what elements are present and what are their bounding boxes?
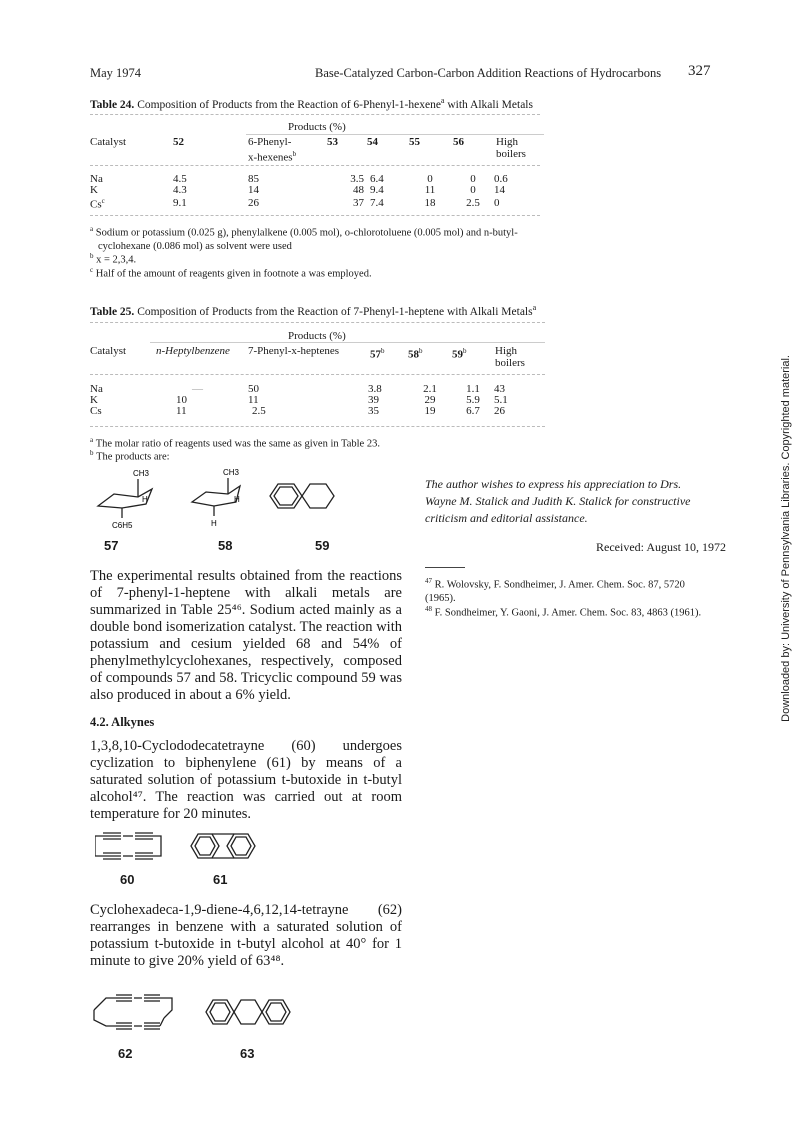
table24-header-rule: [90, 165, 540, 166]
table25-col-high: High boilers: [495, 345, 525, 369]
table25-col-heptylbenzene: n-Heptylbenzene: [156, 345, 230, 357]
received-date: Received: August 10, 1972: [596, 540, 726, 554]
table24-group-rule: [246, 134, 544, 135]
compound-label-63: 63: [240, 1046, 255, 1061]
compound-label-58: 58: [218, 538, 233, 553]
table24-col-52: 52: [173, 136, 184, 148]
table24-top-rule: [90, 114, 540, 115]
table24-col-53: 53: [327, 136, 338, 148]
table-row: Na 4.5 85 3.5 6.4 0 0 0.6: [90, 173, 508, 185]
table-row: K 4.3 14 48 9.4 11 0 14: [90, 184, 505, 196]
table25-bottom-rule: [90, 426, 545, 427]
table-row: K 10 11 39 29 5.9 5.1: [90, 394, 508, 406]
table25-col-57: 57$^b$: [370, 347, 385, 361]
table-row: Cs 11 2.5 35 19 6.7 26: [90, 405, 505, 417]
compound-label-60: 60: [120, 872, 135, 887]
paragraph-table25-discussion: The experimental results obtained from the reactions of 7-phenyl-1-heptene with alkali metals are summarized in Table 25⁴⁶. Sodium acted mainly as a double bond isomerization catalyst. The reaction with potassium and cesium yielded 68 and 54% of phenylmethylcyclohexanes, respectively, composed of compounds 57 and 58. Tricyclic compound 59 was also produced in about a 6% yield.: [90, 568, 402, 703]
table25-top-rule: [90, 322, 545, 323]
compound-label-57: 57: [104, 538, 119, 553]
table25-caption: Table 25. Composition of Products from the Reaction of 7-Phenyl-1-heptene with Alkali Metals$^a$: [90, 303, 537, 318]
reference-47: $^{47}$ R. Wolovsky, F. Sondheimer, J. Amer. Chem. Soc. 87, 5720 (1965).: [425, 577, 685, 604]
page-number: 327: [688, 63, 711, 79]
acknowledgement: The author wishes to express his appreciation to Drs. Wayne M. Stalick and Judith K. Stalick for constructive criticism and editorial assistance.: [425, 477, 691, 525]
running-header-date: May 1974: [90, 66, 142, 80]
table25-col-catalyst: Catalyst: [90, 345, 127, 357]
table25-body: [90, 384, 520, 417]
compound-label-61: 61: [213, 872, 228, 887]
table25-group-rule: [150, 342, 545, 343]
table25-header-rule: [90, 374, 545, 375]
table24-bottom-rule: [90, 215, 540, 216]
ch3-label-57: CH3: [133, 469, 150, 478]
table24-col-54: 54: [367, 136, 378, 148]
table25-footnote-a: $^a$ The molar ratio of reagents used was the same as given in Table 23.: [90, 436, 380, 450]
paragraph-cyclohexadecadiene: Cyclohexadeca-1,9-diene-4,6,12,14-tetrayne (62) rearranges in benzene with a saturated solution of potassium t-butoxide in t-butyl alcohol at 40° for 1 minute to give 20% yield of 63⁴⁸.: [90, 902, 402, 969]
table24-body: [90, 174, 520, 211]
download-notice: Downloaded by: University of Pennsylvania Libraries. Copyrighted material.: [780, 355, 792, 722]
compound-label-62: 62: [118, 1046, 133, 1061]
table-row: Cs$^c$ 9.1 26 37 7.4 18 2.5 0: [90, 196, 500, 211]
table25-group-header: Products (%): [288, 330, 346, 342]
structures-60-61: [95, 826, 275, 866]
reference-48: $^{48}$ F. Sondheimer, Y. Gaoni, J. Amer. Chem. Soc. 83, 4863 (1961).: [425, 605, 702, 619]
h-label-58: H: [234, 495, 240, 504]
table24-col-high: High boilers: [496, 136, 526, 160]
table-row: Na — 50 3.8 2.1 1.1 43: [90, 383, 505, 395]
compound-label-59: 59: [315, 538, 330, 553]
table24-footnote-b: $^b$ x = 2,3,4.: [90, 252, 137, 266]
structures-57-58-59: [90, 464, 350, 532]
running-header-title: Base-Catalyzed Carbon-Carbon Addition Reactions of Hydrocarbons: [315, 66, 662, 80]
table25-col-phenylheptenes: 7-Phenyl-x-heptenes: [248, 345, 340, 357]
c6h5-label-57: C6H5: [112, 521, 133, 530]
table24-col-catalyst: Catalyst: [90, 136, 127, 148]
table25-footnote-b: $^b$ The products are:: [90, 449, 170, 463]
references-rule: [425, 567, 465, 568]
table24-col-56: 56: [453, 136, 464, 148]
table24-caption: Table 24. Composition of Products from the Reaction of 6-Phenyl-1-hexene$^a$ with Alkali Metals: [90, 96, 533, 111]
section-heading-alkynes: 4.2. Alkynes: [90, 715, 155, 729]
table24-col-hexenes: 6-Phenyl- x-hexenes$^b$: [248, 136, 297, 164]
table24-footnote-a: $^a$ Sodium or potassium (0.025 g), phenylalkene (0.005 mol), o-chlorotoluene (0.005 mol) and n-butyl- cyclohexane (0.086 mol) as solvent were used: [90, 225, 518, 252]
table24-col-55: 55: [409, 136, 420, 148]
ch3-label-58: CH3: [223, 468, 240, 477]
table25-col-58: 58$^b$: [408, 347, 423, 361]
h-label-57: H: [142, 495, 148, 504]
table24-group-header: Products (%): [288, 121, 346, 133]
table24-footnote-c: $^c$ Half of the amount of reagents given in footnote a was employed.: [90, 266, 372, 280]
paragraph-cyclododecatetrayne: 1,3,8,10-Cyclododecatetrayne (60) undergoes cyclization to biphenylene (61) by means of a saturated solution of potassium t-butoxide in t-butyl alcohol⁴⁷. The reaction was carried out at room temperature for 20 minutes.: [90, 738, 402, 822]
h-label-58-bottom: H: [211, 519, 217, 528]
structures-62-63: [92, 984, 292, 1040]
table25-col-59: 59$^b$: [452, 347, 467, 361]
